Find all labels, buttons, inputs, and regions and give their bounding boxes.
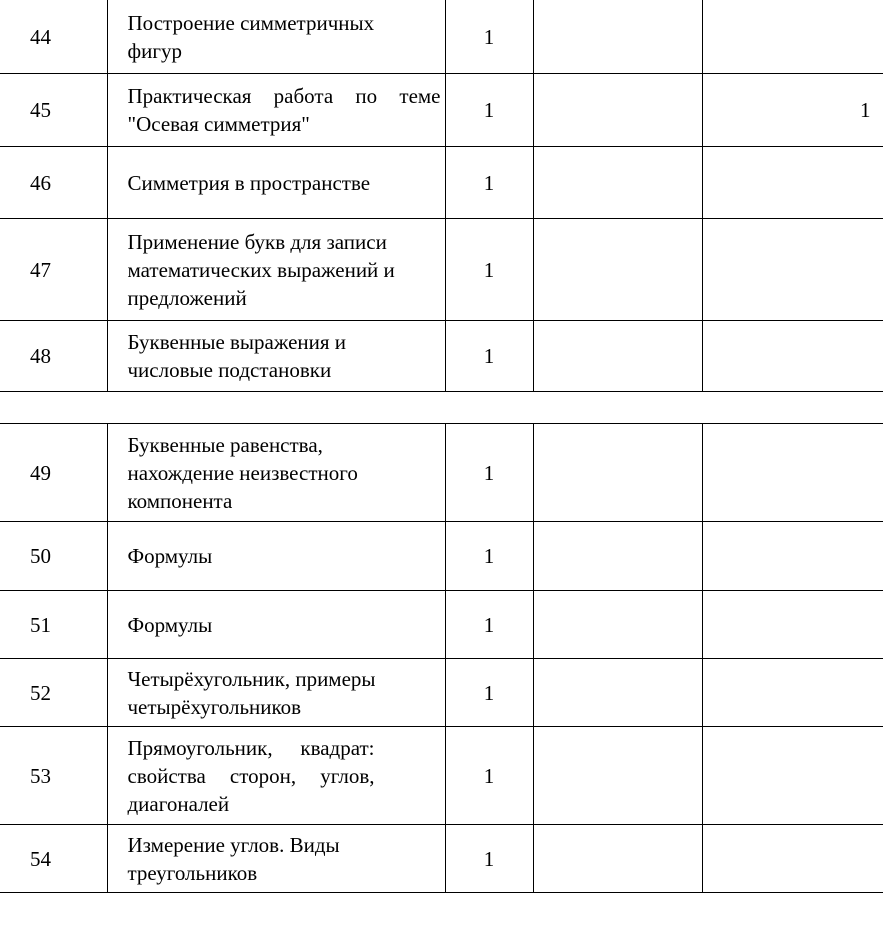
blank-cell <box>533 825 702 893</box>
lesson-number-cell: 47 <box>0 219 107 321</box>
completed-mark-cell: 1 <box>702 74 883 147</box>
lesson-number-cell: 49 <box>0 424 107 522</box>
blank-cell <box>533 321 702 392</box>
hours-cell: 1 <box>445 219 533 321</box>
table-row <box>0 727 883 825</box>
blank-cell <box>533 74 702 147</box>
blank-cell <box>533 147 702 219</box>
hours-cell: 1 <box>445 727 533 825</box>
blank-cell <box>702 825 883 893</box>
lesson-number-cell: 50 <box>0 522 107 591</box>
blank-cell <box>533 659 702 727</box>
lesson-number-cell: 54 <box>0 825 107 893</box>
lesson-number-cell: 45 <box>0 74 107 147</box>
lesson-number-cell: 48 <box>0 321 107 392</box>
lesson-topic-cell: Построение симметричных фигур <box>107 0 445 74</box>
hours-cell: 1 <box>445 147 533 219</box>
blank-cell <box>533 727 702 825</box>
blank-cell <box>533 219 702 321</box>
blank-cell <box>702 727 883 825</box>
lesson-topic-cell: Буквенные равенства, нахождение неизвестного компонента <box>107 424 445 522</box>
table-row <box>0 321 883 392</box>
table-row <box>0 659 883 727</box>
hours-cell: 1 <box>445 591 533 659</box>
lesson-topic-cell: Буквенные выражения и числовые подстановки <box>107 321 445 392</box>
table-row <box>0 522 883 591</box>
lesson-topic-cell: Практическая работа по теме "Осевая симметрия" <box>107 74 445 147</box>
hours-cell: 1 <box>445 74 533 147</box>
blank-cell <box>702 147 883 219</box>
hours-cell: 1 <box>445 825 533 893</box>
hours-cell: 1 <box>445 321 533 392</box>
lesson-number-cell: 52 <box>0 659 107 727</box>
blank-cell <box>702 0 883 74</box>
lesson-number-cell: 46 <box>0 147 107 219</box>
lesson-topic-cell: Формулы <box>107 591 445 659</box>
table-row <box>0 147 883 219</box>
table-row <box>0 219 883 321</box>
lesson-topic-cell: Формулы <box>107 522 445 591</box>
lesson-number-cell: 53 <box>0 727 107 825</box>
lesson-topic-cell: Применение букв для записи математических выражений и предложений <box>107 219 445 321</box>
blank-cell <box>702 522 883 591</box>
lesson-number-cell: 44 <box>0 0 107 74</box>
lesson-table-part2 <box>0 423 883 893</box>
table-row <box>0 825 883 893</box>
blank-cell <box>533 0 702 74</box>
hours-cell: 1 <box>445 522 533 591</box>
blank-cell <box>702 424 883 522</box>
table-row <box>0 424 883 522</box>
blank-cell <box>533 591 702 659</box>
lesson-topic-cell: Симметрия в пространстве <box>107 147 445 219</box>
lesson-topic-cell: Измерение углов. Виды треугольников <box>107 825 445 893</box>
hours-cell: 1 <box>445 424 533 522</box>
blank-cell <box>702 659 883 727</box>
lesson-topic-cell: Прямоугольник, квадрат: свойства сторон, углов, диагоналей <box>107 727 445 825</box>
blank-cell <box>702 591 883 659</box>
blank-cell <box>702 219 883 321</box>
lesson-table-part1 <box>0 0 883 392</box>
table-row <box>0 74 883 147</box>
table-row <box>0 0 883 74</box>
blank-cell <box>533 424 702 522</box>
blank-cell <box>533 522 702 591</box>
hours-cell: 1 <box>445 0 533 74</box>
lesson-topic-cell: Четырёхугольник, примеры четырёхугольников <box>107 659 445 727</box>
blank-cell <box>702 321 883 392</box>
hours-cell: 1 <box>445 659 533 727</box>
lesson-number-cell: 51 <box>0 591 107 659</box>
table-row <box>0 591 883 659</box>
